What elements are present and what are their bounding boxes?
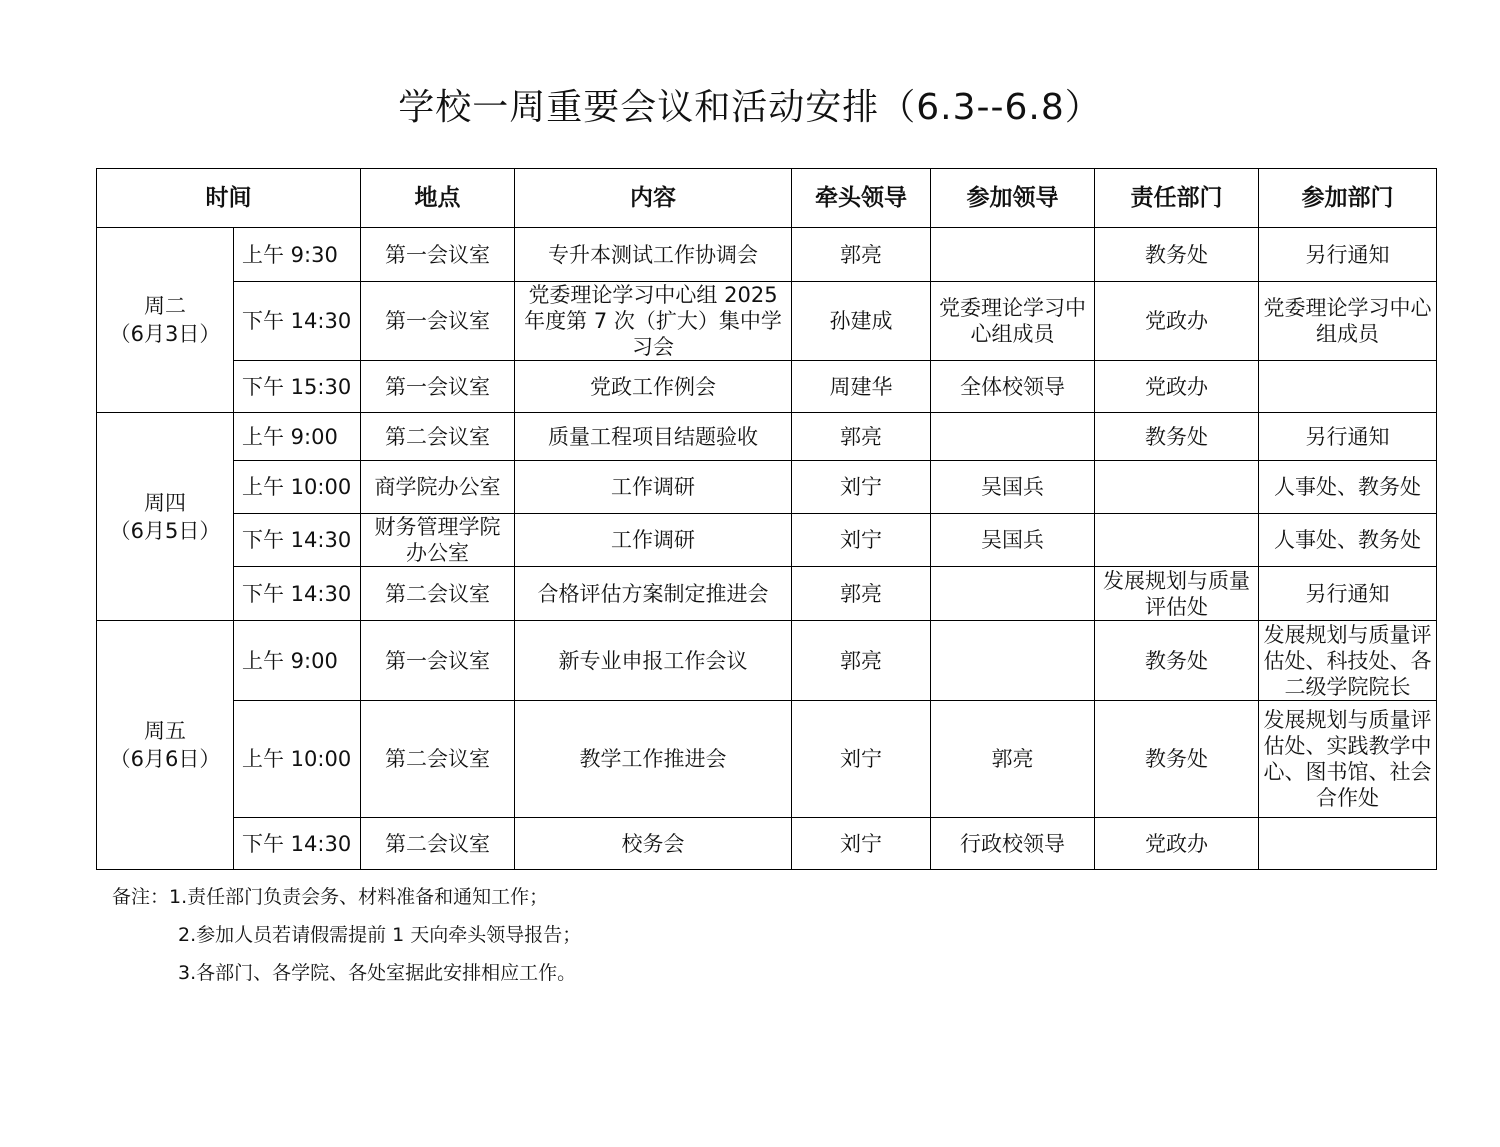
day-cell: [97, 621, 234, 870]
location-cell: 第二会议室: [361, 818, 515, 870]
content-cell: 教学工作推进会: [515, 701, 792, 818]
time-cell: 下午 14:30: [234, 282, 361, 361]
table-row: [97, 567, 1437, 621]
participants-cell: 郭亮: [931, 701, 1095, 818]
lead-cell: 周建华: [792, 361, 931, 413]
location-cell: 第一会议室: [361, 361, 515, 413]
table-row: [97, 228, 1437, 282]
day-name: 周五: [144, 719, 186, 743]
responsible-cell: 党政办: [1095, 818, 1259, 870]
header-content: 内容: [515, 169, 792, 228]
content-cell: 工作调研: [515, 461, 792, 514]
participants-cell: 党委理论学习中心组成员: [931, 282, 1095, 361]
participants-cell: 吴国兵: [931, 461, 1095, 514]
note-line: 2.参加人员若请假需提前 1 天向牵头领导报告；: [178, 924, 582, 946]
table-row: [97, 461, 1437, 514]
location-cell: 财务管理学院办公室: [361, 514, 515, 567]
day-date: （6月6日）: [109, 747, 221, 771]
lead-cell: 郭亮: [792, 621, 931, 701]
depts-cell: 另行通知: [1259, 567, 1437, 621]
participants-cell: 吴国兵: [931, 514, 1095, 567]
location-cell: 第二会议室: [361, 413, 515, 461]
header-lead-leader: 牵头领导: [792, 169, 931, 228]
participants-cell: [931, 567, 1095, 621]
content-cell: 校务会: [515, 818, 792, 870]
table-row: [97, 818, 1437, 870]
table-row: [97, 413, 1437, 461]
content-cell: 党委理论学习中心组 2025 年度第 7 次（扩大）集中学习会: [515, 282, 792, 361]
depts-cell: 人事处、教务处: [1259, 514, 1437, 567]
lead-cell: 郭亮: [792, 567, 931, 621]
table-row: [97, 282, 1437, 361]
header-location: 地点: [361, 169, 515, 228]
time-cell: 下午 14:30: [234, 818, 361, 870]
table-row: [97, 514, 1437, 567]
participants-cell: [931, 228, 1095, 282]
responsible-cell: 教务处: [1095, 413, 1259, 461]
time-cell: 上午 9:30: [234, 228, 361, 282]
header-time: 时间: [97, 169, 361, 228]
participants-cell: 全体校领导: [931, 361, 1095, 413]
table-row: [97, 361, 1437, 413]
header-responsible-dept: 责任部门: [1095, 169, 1259, 228]
table-header-row: [97, 169, 1437, 228]
content-cell: 党政工作例会: [515, 361, 792, 413]
lead-cell: 刘宁: [792, 701, 931, 818]
day-cell: [97, 413, 234, 621]
responsible-cell: 教务处: [1095, 621, 1259, 701]
lead-cell: 刘宁: [792, 818, 931, 870]
time-cell: 下午 15:30: [234, 361, 361, 413]
participants-cell: 行政校领导: [931, 818, 1095, 870]
depts-cell: 人事处、教务处: [1259, 461, 1437, 514]
responsible-cell: 教务处: [1095, 701, 1259, 818]
responsible-cell: 党政办: [1095, 282, 1259, 361]
note-line: 备注：1.责任部门负责会务、材料准备和通知工作；: [112, 886, 549, 908]
lead-cell: 郭亮: [792, 228, 931, 282]
participants-cell: [931, 621, 1095, 701]
time-cell: 上午 10:00: [234, 461, 361, 514]
header-participating-leaders: 参加领导: [931, 169, 1095, 228]
depts-cell: 发展规划与质量评估处、科技处、各二级学院院长: [1259, 621, 1437, 701]
day-name: 周四: [144, 490, 186, 515]
content-cell: 专升本测试工作协调会: [515, 228, 792, 282]
depts-cell: [1259, 818, 1437, 870]
page-title: 学校一周重要会议和活动安排（6.3--6.8）: [398, 87, 1102, 128]
lead-cell: 孙建成: [792, 282, 931, 361]
depts-cell: 另行通知: [1259, 228, 1437, 282]
table-row: [97, 621, 1437, 701]
location-cell: 第一会议室: [361, 621, 515, 701]
lead-cell: 郭亮: [792, 413, 931, 461]
time-cell: 上午 9:00: [234, 413, 361, 461]
time-cell: 下午 14:30: [234, 514, 361, 567]
responsible-cell: 党政办: [1095, 361, 1259, 413]
location-cell: 第一会议室: [361, 282, 515, 361]
notes: [112, 878, 581, 992]
content-cell: 工作调研: [515, 514, 792, 567]
schedule-table: [96, 168, 1437, 870]
location-cell: 第二会议室: [361, 701, 515, 818]
day-date: （6月5日）: [109, 518, 221, 543]
responsible-cell: 发展规划与质量评估处: [1095, 567, 1259, 621]
time-cell: 下午 14:30: [234, 567, 361, 621]
location-cell: 第二会议室: [361, 567, 515, 621]
depts-cell: 发展规划与质量评估处、实践教学中心、图书馆、社会合作处: [1259, 701, 1437, 818]
location-cell: 第一会议室: [361, 228, 515, 282]
depts-cell: [1259, 361, 1437, 413]
day-cell: [97, 228, 234, 413]
time-cell: 上午 10:00: [234, 701, 361, 818]
content-cell: 新专业申报工作会议: [515, 621, 792, 701]
content-cell: 合格评估方案制定推进会: [515, 567, 792, 621]
day-name: 周二: [144, 294, 186, 318]
lead-cell: 刘宁: [792, 461, 931, 514]
table-row: [97, 701, 1437, 818]
responsible-cell: [1095, 514, 1259, 567]
participants-cell: [931, 413, 1095, 461]
responsible-cell: 教务处: [1095, 228, 1259, 282]
location-cell: 商学院办公室: [361, 461, 515, 514]
lead-cell: 刘宁: [792, 514, 931, 567]
content-cell: 质量工程项目结题验收: [515, 413, 792, 461]
header-participating-depts: 参加部门: [1259, 169, 1437, 228]
time-cell: 上午 9:00: [234, 621, 361, 701]
responsible-cell: [1095, 461, 1259, 514]
day-date: （6月3日）: [109, 322, 221, 346]
depts-cell: 党委理论学习中心组成员: [1259, 282, 1437, 361]
depts-cell: 另行通知: [1259, 413, 1437, 461]
note-line: 3.各部门、各学院、各处室据此安排相应工作。: [178, 962, 577, 984]
